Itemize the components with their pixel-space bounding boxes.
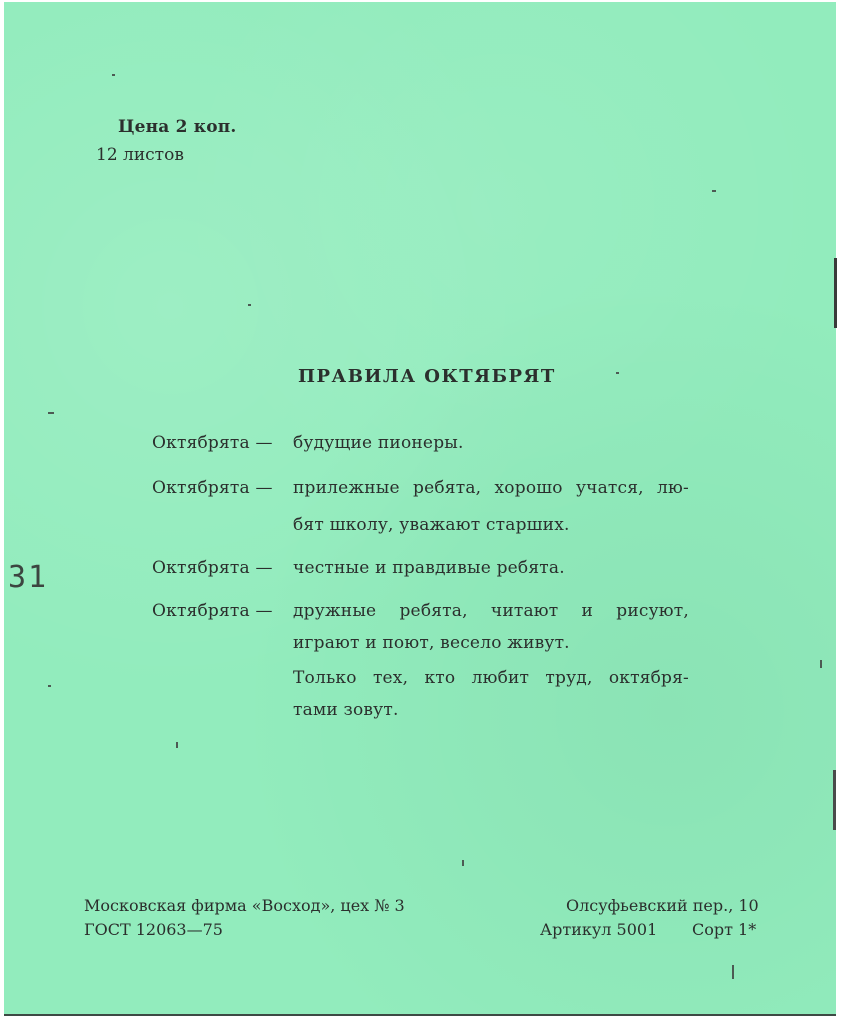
rule-label: Октябрята — — [152, 478, 273, 498]
rule-text: будущие пионеры. — [293, 433, 464, 453]
rule-text: прилежные ребята, хорошо учатся, лю- — [293, 478, 689, 498]
closing-text: тами зовут. — [293, 700, 399, 720]
rules-title: ПРАВИЛА ОКТЯБРЯТ — [298, 366, 556, 387]
paper-speck — [732, 965, 734, 979]
closing-text: Только тех, кто любит труд, октября- — [293, 668, 689, 688]
binding-edge-lower — [833, 770, 836, 830]
paper-speck — [176, 742, 178, 748]
sheet-count: 12 листов — [96, 145, 184, 165]
article: Артикул 5001 — [540, 920, 658, 939]
paper-speck — [48, 412, 54, 414]
manufacturer: Московская фирма «Восход», цех № 3 — [84, 896, 405, 915]
price-label: Цена 2 коп. — [118, 117, 237, 137]
paper-speck — [616, 372, 619, 374]
paper-speck — [462, 860, 464, 866]
rule-text: бят школу, уважают старших. — [293, 515, 570, 535]
rule-text: честные и правдивые ребята. — [293, 558, 565, 578]
standard: ГОСТ 12063—75 — [84, 920, 223, 939]
paper-speck — [48, 685, 51, 687]
rule-label: Октябрята — — [152, 601, 273, 621]
paper-speck — [248, 304, 251, 306]
paper-speck — [112, 74, 115, 76]
rule-label: Октябрята — — [152, 558, 273, 578]
margin-number: 31 — [8, 560, 49, 595]
rule-label: Октябрята — — [152, 433, 273, 453]
bottom-edge — [4, 1014, 836, 1016]
address: Олсуфьевский пер., 10 — [566, 896, 759, 915]
paper-speck — [820, 660, 822, 668]
paper-speck — [712, 190, 716, 192]
grade: Сорт 1* — [692, 920, 757, 939]
binding-edge — [834, 258, 837, 328]
rule-text: дружные ребята, читают и рисуют, — [293, 601, 689, 621]
rule-text: играют и поют, весело живут. — [293, 633, 570, 653]
